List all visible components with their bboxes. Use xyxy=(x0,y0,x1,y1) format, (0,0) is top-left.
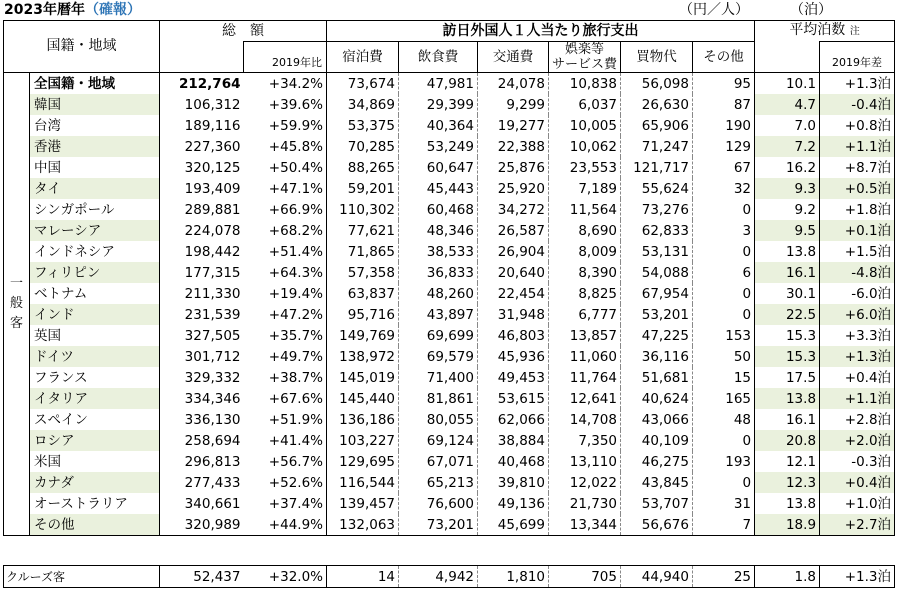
row-entertainment: 23,553 xyxy=(549,157,621,178)
row-diff: -6.0泊 xyxy=(820,283,895,304)
table-row xyxy=(4,472,895,493)
row-yoy: +49.7% xyxy=(244,346,327,367)
row-food: 69,124 xyxy=(399,430,478,451)
unit-label-yen: （円／人） xyxy=(679,2,749,18)
row-lodging: 136,186 xyxy=(327,409,399,430)
row-lodging: 103,227 xyxy=(327,430,399,451)
row-shopping: 47,225 xyxy=(621,325,693,346)
row-other: 95 xyxy=(693,73,755,95)
row-other: 0 xyxy=(693,430,755,451)
side-label-char: 般 xyxy=(9,296,23,311)
cruise-entertainment: 705 xyxy=(549,566,621,588)
row-transport: 62,066 xyxy=(478,409,549,430)
row-diff: +1.3泊 xyxy=(820,73,895,95)
row-lodging: 70,285 xyxy=(327,136,399,157)
row-food: 38,533 xyxy=(399,241,478,262)
cruise-row xyxy=(4,566,895,588)
row-diff: +0.4泊 xyxy=(820,472,895,493)
row-nights: 16.1 xyxy=(785,411,817,428)
header-diff-2019: 2019年差 xyxy=(820,42,895,73)
row-yoy: +51.9% xyxy=(244,409,327,430)
row-diff: +8.7泊 xyxy=(820,157,895,178)
row-total: 231,539 xyxy=(184,306,241,323)
row-yoy: +66.9% xyxy=(244,199,327,220)
row-food: 40,364 xyxy=(399,115,478,136)
row-yoy: +51.4% xyxy=(244,241,327,262)
row-yoy: +59.9% xyxy=(244,115,327,136)
row-diff: -0.4泊 xyxy=(820,94,895,115)
row-total: 198,442 xyxy=(184,243,241,260)
row-yoy: +34.2% xyxy=(244,73,327,95)
row-name: イタリア xyxy=(30,388,160,409)
row-entertainment: 6,037 xyxy=(549,94,621,115)
row-nights: 7.2 xyxy=(755,136,820,157)
row-name: 中国 xyxy=(30,157,160,178)
table-row xyxy=(4,115,895,136)
row-food: 48,346 xyxy=(399,220,478,241)
row-total: 106,312 xyxy=(184,96,241,113)
row-yoy: +38.7% xyxy=(244,367,327,388)
row-transport: 39,810 xyxy=(478,472,549,493)
row-food: 76,600 xyxy=(399,493,478,514)
row-transport: 49,453 xyxy=(478,367,549,388)
row-food: 60,647 xyxy=(399,157,478,178)
row-total: 211,330 xyxy=(184,285,241,302)
row-other: 190 xyxy=(693,115,755,136)
row-nights: 15.3 xyxy=(785,327,817,344)
row-nights: 15.3 xyxy=(755,346,820,367)
row-diff: +0.1泊 xyxy=(820,220,895,241)
row-shopping: 53,201 xyxy=(621,304,693,325)
cruise-food: 4,942 xyxy=(399,566,478,588)
row-lodging: 145,019 xyxy=(327,367,399,388)
row-shopping: 53,131 xyxy=(621,241,693,262)
row-yoy: +68.2% xyxy=(244,220,327,241)
row-total: 224,078 xyxy=(184,222,241,239)
row-yoy: +56.7% xyxy=(244,451,327,472)
row-transport: 22,454 xyxy=(478,283,549,304)
table-row xyxy=(4,220,895,241)
row-other: 0 xyxy=(693,304,755,325)
row-food: 65,213 xyxy=(399,472,478,493)
row-name: 米国 xyxy=(30,451,160,472)
header-yoy-2019: 2019年比 xyxy=(244,42,327,73)
row-name: その他 xyxy=(30,514,160,536)
row-entertainment: 13,857 xyxy=(549,325,621,346)
row-name: 台湾 xyxy=(30,115,160,136)
row-entertainment: 13,344 xyxy=(549,514,621,536)
row-yoy: +67.6% xyxy=(244,388,327,409)
header-nationality: 国籍・地域 xyxy=(4,21,160,73)
row-name: ドイツ xyxy=(30,346,160,367)
row-entertainment: 10,838 xyxy=(549,73,621,95)
row-shopping: 55,624 xyxy=(621,178,693,199)
table-row xyxy=(4,430,895,451)
table-row xyxy=(4,325,895,346)
row-nights: 9.3 xyxy=(755,178,820,199)
row-nights: 13.8 xyxy=(785,495,817,512)
row-total: 320,125 xyxy=(184,159,241,176)
side-label-char: 一 xyxy=(9,276,23,291)
row-total: 329,332 xyxy=(184,369,241,386)
table-row xyxy=(4,304,895,325)
row-other: 6 xyxy=(693,262,755,283)
row-diff: +1.1泊 xyxy=(820,136,895,157)
row-entertainment: 8,390 xyxy=(549,262,621,283)
row-diff: +0.4泊 xyxy=(820,367,895,388)
side-label-general xyxy=(4,73,30,536)
row-shopping: 36,116 xyxy=(621,346,693,367)
row-yoy: +45.8% xyxy=(244,136,327,157)
cruise-yoy: +32.0% xyxy=(244,566,327,588)
row-other: 0 xyxy=(693,283,755,304)
row-nights: 9.5 xyxy=(755,220,820,241)
row-name: 全国籍・地域 xyxy=(30,73,160,95)
row-food: 29,399 xyxy=(399,94,478,115)
row-transport: 20,640 xyxy=(478,262,549,283)
row-diff: +6.0泊 xyxy=(820,304,895,325)
row-lodging: 149,769 xyxy=(327,325,399,346)
row-transport: 26,904 xyxy=(478,241,549,262)
cruise-other: 25 xyxy=(693,566,755,588)
row-lodging: 116,544 xyxy=(327,472,399,493)
row-lodging: 77,621 xyxy=(327,220,399,241)
row-entertainment: 7,350 xyxy=(549,430,621,451)
row-nights: 13.8 xyxy=(755,388,820,409)
row-total: 289,881 xyxy=(184,201,241,218)
table-row xyxy=(4,262,895,283)
row-total: 336,130 xyxy=(184,411,241,428)
row-other: 7 xyxy=(693,514,755,536)
row-lodging: 63,837 xyxy=(327,283,399,304)
row-total: 227,360 xyxy=(184,138,241,155)
row-nights: 4.7 xyxy=(755,94,820,115)
row-diff: +2.0泊 xyxy=(820,430,895,451)
row-lodging: 138,972 xyxy=(327,346,399,367)
row-shopping: 67,954 xyxy=(621,283,693,304)
row-name: オーストラリア xyxy=(30,493,160,514)
row-transport: 40,468 xyxy=(478,451,549,472)
row-total: 296,813 xyxy=(184,453,241,470)
row-food: 43,897 xyxy=(399,304,478,325)
row-other: 165 xyxy=(693,388,755,409)
row-total: 193,409 xyxy=(184,180,241,197)
header-avg-nights: 平均泊数 注 xyxy=(755,21,895,42)
row-food: 53,249 xyxy=(399,136,478,157)
row-lodging: 59,201 xyxy=(327,178,399,199)
row-shopping: 54,088 xyxy=(621,262,693,283)
row-name: シンガポール xyxy=(30,199,160,220)
row-transport: 31,948 xyxy=(478,304,549,325)
row-name: ベトナム xyxy=(30,283,160,304)
row-entertainment: 6,777 xyxy=(549,304,621,325)
row-yoy: +44.9% xyxy=(244,514,327,536)
row-shopping: 65,906 xyxy=(621,115,693,136)
row-food: 36,833 xyxy=(399,262,478,283)
row-transport: 49,136 xyxy=(478,493,549,514)
row-yoy: +64.3% xyxy=(244,262,327,283)
row-total: 189,116 xyxy=(184,117,241,134)
row-shopping: 43,845 xyxy=(621,472,693,493)
row-diff: +0.5泊 xyxy=(820,178,895,199)
row-entertainment: 11,764 xyxy=(549,367,621,388)
row-diff: +0.8泊 xyxy=(820,115,895,136)
table-row xyxy=(4,514,895,536)
row-food: 48,260 xyxy=(399,283,478,304)
row-transport: 46,803 xyxy=(478,325,549,346)
row-shopping: 56,676 xyxy=(621,514,693,536)
header-entertainment: 娯楽等 サービス費 xyxy=(549,42,621,73)
row-entertainment: 11,564 xyxy=(549,199,621,220)
row-entertainment: 12,022 xyxy=(549,472,621,493)
row-lodging: 57,358 xyxy=(327,262,399,283)
table-row xyxy=(4,157,895,178)
row-yoy: +41.4% xyxy=(244,430,327,451)
cruise-lodging: 14 xyxy=(327,566,399,588)
row-name: ロシア xyxy=(30,430,160,451)
row-diff: +1.5泊 xyxy=(820,241,895,262)
row-total: 212,764 xyxy=(179,75,241,92)
row-yoy: +37.4% xyxy=(244,493,327,514)
row-diff: +1.3泊 xyxy=(820,346,895,367)
row-lodging: 88,265 xyxy=(327,157,399,178)
row-other: 153 xyxy=(693,325,755,346)
row-nights: 13.8 xyxy=(785,243,817,260)
row-total: 320,989 xyxy=(160,514,244,536)
cruise-label: クルーズ客 xyxy=(4,566,160,588)
row-lodging: 34,869 xyxy=(327,94,399,115)
row-nights: 9.2 xyxy=(794,201,817,218)
table-row xyxy=(4,178,895,199)
row-diff: -4.8泊 xyxy=(820,262,895,283)
cruise-table xyxy=(3,565,895,588)
row-entertainment: 21,730 xyxy=(549,493,621,514)
row-other: 31 xyxy=(693,493,755,514)
row-other: 50 xyxy=(693,346,755,367)
cruise-nights: 1.8 xyxy=(794,568,816,585)
row-transport: 22,388 xyxy=(478,136,549,157)
row-transport: 19,277 xyxy=(478,115,549,136)
row-yoy: +52.6% xyxy=(244,472,327,493)
row-name: インドネシア xyxy=(30,241,160,262)
row-food: 69,579 xyxy=(399,346,478,367)
table-row xyxy=(4,493,895,514)
row-transport: 26,587 xyxy=(478,220,549,241)
row-transport: 25,920 xyxy=(478,178,549,199)
cruise-shopping: 44,940 xyxy=(621,566,693,588)
table-row xyxy=(4,283,895,304)
row-other: 0 xyxy=(693,241,755,262)
row-nights: 30.1 xyxy=(785,285,817,302)
row-entertainment: 13,110 xyxy=(549,451,621,472)
row-nights: 7.0 xyxy=(794,117,817,134)
row-total: 177,315 xyxy=(184,264,241,281)
row-shopping: 56,098 xyxy=(621,73,693,95)
row-other: 67 xyxy=(693,157,755,178)
row-transport: 34,272 xyxy=(478,199,549,220)
header-food: 飲食費 xyxy=(399,42,478,73)
row-total: 340,661 xyxy=(184,495,241,512)
row-diff: +3.3泊 xyxy=(820,325,895,346)
row-name: カナダ xyxy=(30,472,160,493)
row-shopping: 40,109 xyxy=(621,430,693,451)
spending-table xyxy=(3,20,895,536)
row-lodging: 53,375 xyxy=(327,115,399,136)
table-row xyxy=(4,409,895,430)
row-shopping: 53,707 xyxy=(621,493,693,514)
table-row xyxy=(4,451,895,472)
row-lodging: 132,063 xyxy=(327,514,399,536)
table-row xyxy=(4,136,895,157)
row-shopping: 40,624 xyxy=(621,388,693,409)
header-shopping: 買物代 xyxy=(621,42,693,73)
row-transport: 53,615 xyxy=(478,388,549,409)
row-nights: 12.3 xyxy=(755,472,820,493)
row-other: 0 xyxy=(693,199,755,220)
row-nights: 12.1 xyxy=(785,453,817,470)
row-diff: +1.8泊 xyxy=(820,199,895,220)
table-row xyxy=(4,367,895,388)
row-name: フィリピン xyxy=(30,262,160,283)
row-other: 129 xyxy=(693,136,755,157)
row-entertainment: 10,062 xyxy=(549,136,621,157)
row-name: 英国 xyxy=(30,325,160,346)
row-diff: +2.7泊 xyxy=(820,514,895,536)
row-diff: +2.8泊 xyxy=(820,409,895,430)
row-food: 73,201 xyxy=(399,514,478,536)
table-row xyxy=(4,346,895,367)
row-total: 258,694 xyxy=(184,432,241,449)
row-name: マレーシア xyxy=(30,220,160,241)
row-entertainment: 8,690 xyxy=(549,220,621,241)
row-entertainment: 14,708 xyxy=(549,409,621,430)
row-food: 60,468 xyxy=(399,199,478,220)
row-name: 韓国 xyxy=(30,94,160,115)
row-other: 193 xyxy=(693,451,755,472)
row-diff: +1.1泊 xyxy=(820,388,895,409)
table-row xyxy=(4,241,895,262)
row-other: 32 xyxy=(693,178,755,199)
row-lodging: 71,865 xyxy=(327,241,399,262)
row-nights: 18.9 xyxy=(755,514,820,536)
row-entertainment: 11,060 xyxy=(549,346,621,367)
row-transport: 25,876 xyxy=(478,157,549,178)
row-total: 334,346 xyxy=(184,390,241,407)
header-spending-title: 訪日外国人１人当たり旅行支出 xyxy=(327,21,755,42)
table-row-total xyxy=(4,73,895,95)
side-label-char: 客 xyxy=(9,316,23,331)
row-entertainment: 8,009 xyxy=(549,241,621,262)
row-transport: 38,884 xyxy=(478,430,549,451)
row-entertainment: 7,189 xyxy=(549,178,621,199)
table-row xyxy=(4,94,895,115)
row-shopping: 43,066 xyxy=(621,409,693,430)
header-transport: 交通費 xyxy=(478,42,549,73)
row-food: 71,400 xyxy=(399,367,478,388)
cruise-transport: 1,810 xyxy=(478,566,549,588)
header-other: その他 xyxy=(693,42,755,73)
row-total: 301,712 xyxy=(184,348,241,365)
row-name: スペイン xyxy=(30,409,160,430)
row-other: 15 xyxy=(693,367,755,388)
row-total: 277,433 xyxy=(184,474,241,491)
row-other: 48 xyxy=(693,409,755,430)
row-yoy: +47.1% xyxy=(244,178,327,199)
row-yoy: +47.2% xyxy=(244,304,327,325)
row-diff: -0.3泊 xyxy=(820,451,895,472)
row-total: 327,505 xyxy=(184,327,241,344)
row-shopping: 121,717 xyxy=(621,157,693,178)
row-food: 80,055 xyxy=(399,409,478,430)
table-row xyxy=(4,388,895,409)
row-other: 3 xyxy=(693,220,755,241)
row-transport: 9,299 xyxy=(478,94,549,115)
row-nights: 17.5 xyxy=(785,369,817,386)
row-name: インド xyxy=(30,304,160,325)
row-entertainment: 12,641 xyxy=(549,388,621,409)
row-shopping: 71,247 xyxy=(621,136,693,157)
row-shopping: 73,276 xyxy=(621,199,693,220)
row-food: 69,699 xyxy=(399,325,478,346)
row-yoy: +19.4% xyxy=(244,283,327,304)
row-lodging: 129,695 xyxy=(327,451,399,472)
row-nights: 16.2 xyxy=(785,159,817,176)
row-food: 45,443 xyxy=(399,178,478,199)
row-shopping: 62,833 xyxy=(621,220,693,241)
row-nights: 22.5 xyxy=(755,304,820,325)
cruise-total: 52,437 xyxy=(193,568,241,585)
row-lodging: 73,674 xyxy=(327,73,399,95)
row-yoy: +39.6% xyxy=(244,94,327,115)
row-lodging: 145,440 xyxy=(327,388,399,409)
header-lodging: 宿泊費 xyxy=(327,42,399,73)
row-yoy: +50.4% xyxy=(244,157,327,178)
row-food: 47,981 xyxy=(399,73,478,95)
row-entertainment: 8,825 xyxy=(549,283,621,304)
row-other: 0 xyxy=(693,472,755,493)
row-transport: 45,699 xyxy=(478,514,549,536)
row-shopping: 26,630 xyxy=(621,94,693,115)
row-nights: 10.1 xyxy=(785,75,817,92)
row-food: 67,071 xyxy=(399,451,478,472)
table-row xyxy=(4,199,895,220)
header-total: 総 額 xyxy=(160,21,327,42)
row-name: タイ xyxy=(30,178,160,199)
page-title: 2023年暦年（確報） xyxy=(4,2,141,18)
row-food: 81,861 xyxy=(399,388,478,409)
row-yoy: +35.7% xyxy=(244,325,327,346)
unit-label-nights: （泊） xyxy=(790,2,832,18)
row-nights: 16.1 xyxy=(755,262,820,283)
row-nights: 20.8 xyxy=(755,430,820,451)
cruise-diff: +1.3泊 xyxy=(820,566,895,588)
row-transport: 24,078 xyxy=(478,73,549,95)
row-other: 87 xyxy=(693,94,755,115)
row-name: フランス xyxy=(30,367,160,388)
row-lodging: 110,302 xyxy=(327,199,399,220)
row-transport: 45,936 xyxy=(478,346,549,367)
row-shopping: 46,275 xyxy=(621,451,693,472)
row-shopping: 51,681 xyxy=(621,367,693,388)
row-name: 香港 xyxy=(30,136,160,157)
row-diff: +1.0泊 xyxy=(820,493,895,514)
row-lodging: 95,716 xyxy=(327,304,399,325)
row-entertainment: 10,005 xyxy=(549,115,621,136)
row-lodging: 139,457 xyxy=(327,493,399,514)
